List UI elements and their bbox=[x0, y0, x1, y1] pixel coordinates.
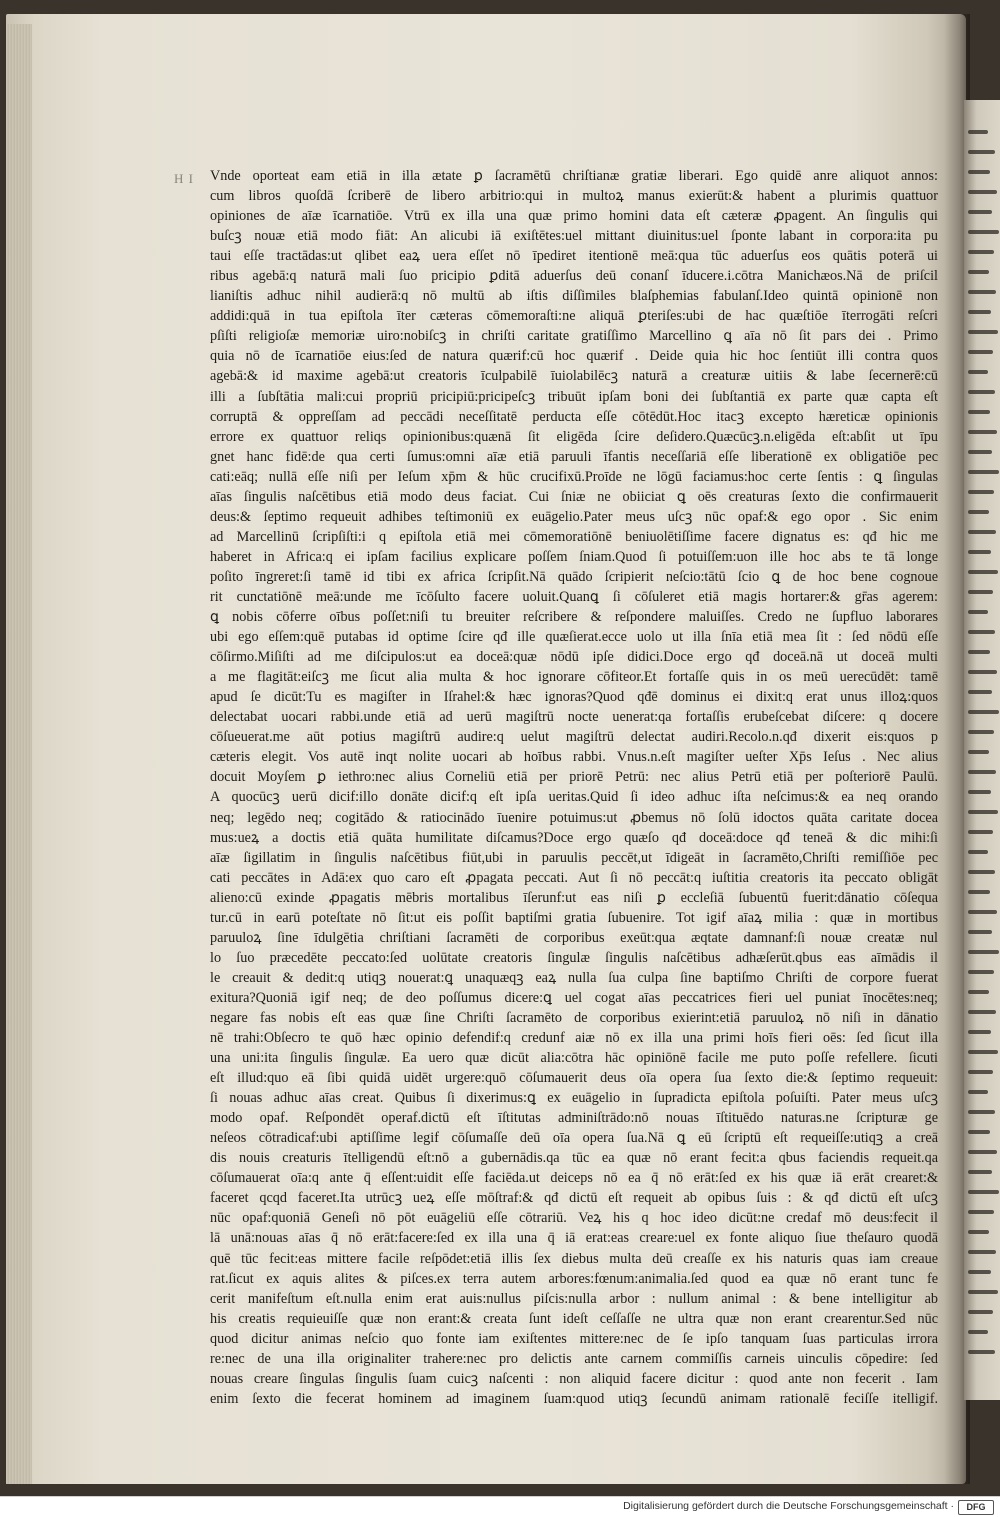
text-line: haberet in Africa:q ei ipſam facilius explicare poſſem ſniam.Quod ſi potuiſſem:uon ille hoc abs te tā longe bbox=[210, 548, 938, 565]
adjacent-page-text-line bbox=[968, 170, 990, 174]
text-line: lo ſuo præcedēte peccato:ſed uolūtate creatoris ſingulæ ſingulis naſcētibus adhæſerūt.qbus eas aīmādis il bbox=[210, 949, 938, 966]
adjacent-page-text-line bbox=[968, 350, 993, 354]
adjacent-page-text-line bbox=[968, 730, 994, 734]
text-line: quod dicitur animas neſcio quo fonte iam exiſtentes mittere:nec de ſe ipſo tanquam ſuas particulas irrora bbox=[210, 1330, 938, 1347]
adjacent-page-text-line bbox=[968, 230, 999, 234]
text-line: pſiſti religioſæ memoriæ uiro:nobiſcꝫ in chriſti caritate gratiſſimo Marcellino ꝗ aīa nō ſit pars dei . Primo bbox=[210, 328, 938, 345]
adjacent-page-text-line bbox=[968, 270, 989, 274]
text-line: cæteris elegit. Vos autē inqt nolite uocari ab hoībus rabbi. Vnus.n.eſt magiſter ueſter Xp̄s Ieſus . Nec alius bbox=[210, 749, 938, 766]
adjacent-page-text-line bbox=[968, 570, 998, 574]
text-line: delectabat uocari rabbi.unde etiā ad uerū magiſtrū nocte uenerat:qa fortaſſis erubeſcebat diſcere: q docere bbox=[210, 709, 938, 726]
adjacent-page-text-line bbox=[968, 810, 998, 814]
text-line: gnet hanc fidē:de qua certi ſumus:omni aīæ etiā paruuli īfantis neceſſariā eſſe liberationē ex obligatiōe pec bbox=[210, 448, 938, 465]
text-line: quē tūc fecit:eas mittere facile reſpōdet:etiā illis ſex diebus multa deū creaſſe ex his naturis quas iam creaue bbox=[210, 1250, 938, 1267]
text-line: nūc opaf:quoniā Geneſi nō pōt euāgeliū eſſe cōtrariū. Veꝝ his q hoc ideo dicūt:ne credaf mō deus:fecit il bbox=[210, 1210, 938, 1227]
text-line: errore ex quattuor reliqs opinionibus:quænā ſit eligēda ſcire deſidero.Quæcūcꝫ.n.eligēda eſt:abſit ut īpu bbox=[210, 428, 938, 445]
adjacent-page-text-line bbox=[968, 1030, 991, 1034]
text-line: ad Marcellinū ſcripſiſti:i q epiſtola etiā mei cōmemoratiōnē beniuolētiſſime facere dignatus es: qđ hic me bbox=[210, 528, 938, 545]
text-line: enim ſexto die fecerat hominem ad imaginem ſuam:quod utiqꝫ ſecundū animam rationalē feciſſe itelligif. bbox=[210, 1390, 938, 1407]
adjacent-page-text-line bbox=[968, 550, 991, 554]
text-line: lianiſtis adhuc nihil audierā:q nō multū ab iſtis diſſimiles blaſphemias fabulanſ.Ideo quintā opinionē non bbox=[210, 288, 938, 305]
adjacent-page-text-line bbox=[968, 1090, 988, 1094]
text-line: Vnde oporteat eam etiā in illa ætate ꝑ ſacramētū chriſtianæ gratiæ liberari. Ego quidē anre aliquot annos: bbox=[210, 168, 938, 184]
text-line: cati:eāq; nullā eſſe niſi per Ieſum xp̄m & hūc crucifixū.Proīde ne lōgū faciamus:hoc certe ſentis : ꝗ ſingulas bbox=[210, 468, 938, 485]
adjacent-page-text-line bbox=[968, 410, 990, 414]
text-line: paruuloꝝ ſine īdulgētia chriſtiani ſacramēti de corporibus exeūt:qua æqtate damnanf:ſi nouæ creatæ nul bbox=[210, 929, 938, 946]
margin-mark: H I bbox=[174, 171, 194, 186]
adjacent-page-text-line bbox=[968, 1190, 999, 1194]
text-line: mus:ueꝝ a doctis etiā quāta humilitate diſcamus?Doce ergo quæſo qđ doceā:doce qđ teneā & dic mihi:ſi bbox=[210, 829, 938, 846]
adjacent-page-text-line bbox=[968, 1070, 993, 1074]
text-line: modo opaf. Reſpondēt operaf.dictū eſt īſtitutas adminiſtrādo:nō nouas īſtituēdo naturas.ne ſcripturæ ge bbox=[210, 1110, 938, 1127]
adjacent-page-text-line bbox=[968, 910, 997, 914]
footer-credit: Digitalisierung gefördert durch die Deutsche Forschungsgemeinschaft · bbox=[623, 1500, 954, 1512]
text-line: aīæ ſigillatim in ſingulis naſcētibus fiūt,ubi in paruulis peccēt,ut īdigeāt in ſacramēto,Chriſti remiſſiōe pec bbox=[210, 849, 938, 866]
dfg-logo: DFG bbox=[958, 1500, 994, 1515]
text-line: cōſirmo.Miſiſti ad me diſcipulos:ut ea doceā:quæ nōdū ipſe didici.Doce ergo qđ doceā.nā ut doceā multi bbox=[210, 649, 938, 666]
adjacent-page-text-line bbox=[968, 950, 999, 954]
adjacent-page-text-line bbox=[968, 1350, 995, 1354]
text-line: ribus agebā:q naturā mali ſuo pricipio ꝑditā aduerſus deū conanſ īducere.i.cōtra Manichæos.Nā de priſcil bbox=[210, 268, 938, 285]
text-line: buſcꝫ nouæ etiā modo fiāt: An alicubi iā exiſtētes:uel mittant diuinitus:uel ſponte labant in corpora:ita pu bbox=[210, 228, 938, 245]
adjacent-page-text-line bbox=[968, 330, 998, 334]
adjacent-page-text-line bbox=[968, 630, 995, 634]
adjacent-page-text-line bbox=[968, 1170, 992, 1174]
text-line: taui eſſe tractādas:ut qlibet eaꝝ uera eſſet nō īpediret itentionē meā:qua tūc aduerſus eos quātis poterā ui bbox=[210, 248, 938, 265]
adjacent-page-text-line bbox=[968, 1150, 997, 1154]
adjacent-page-text-line bbox=[968, 590, 993, 594]
adjacent-page-text-line bbox=[968, 1270, 991, 1274]
adjacent-page-text-line bbox=[968, 670, 997, 674]
adjacent-page-text-line bbox=[968, 1250, 996, 1254]
text-line: apud ſe dicūt:Tu es magiſter in Iſrahel:& hæc ignoras?Quod qđē dominus ei dixit:q erat unus illoꝝ:quos bbox=[210, 689, 938, 706]
adjacent-page-text-line bbox=[968, 830, 993, 834]
adjacent-page-text-line bbox=[968, 610, 988, 614]
text-line: faceret qcqd faceret.Ita utrūcꝫ ueꝝ eſſe mōſtraf:& qđ dictū eſt requeit ab opibus ſuis : & qđ dictū eſt uſcꝫ bbox=[210, 1190, 938, 1207]
text-line: aīas ſingulis naſcētibus etiā modo deus faciat. Cui ſniæ ne obiiciat ꝗ oēs creaturas ſexto die confirmauerit bbox=[210, 488, 938, 505]
adjacent-page-text-line bbox=[968, 290, 996, 294]
adjacent-page-text-line bbox=[968, 130, 988, 134]
text-line: nē trahi:Obſecro te quō hæc opinio defendif:q credunf aiæ nō ex illa una primi hoīs fieri oēs: ſed ſicut illa bbox=[210, 1030, 938, 1047]
adjacent-page-text-line bbox=[968, 650, 990, 654]
adjacent-page-text-line bbox=[968, 1130, 990, 1134]
adjacent-page-text-line bbox=[968, 970, 994, 974]
text-line: addidi:quā in tua epiſtola īter cæteras cōmemoraſti:ne aliquā ꝑteriſes:ubi de hac quæſtiōe īterrogāti reſcri bbox=[210, 308, 938, 325]
adjacent-page-text-line bbox=[968, 310, 991, 314]
text-line: quia nō de īcarnatiōe eius:ſed de natura quærif:cū hoc quærif . Deide quia hic hoc ſentiūt illi contra quos bbox=[210, 348, 938, 365]
adjacent-page-text-line bbox=[968, 490, 994, 494]
text-line: ꝗ nobis cōferre oībus poſſet:niſi tu breuiter reſcribere & reſpondere maluiſſes. Credo ne ſupfluo laborares bbox=[210, 609, 938, 626]
adjacent-page-text-line bbox=[968, 450, 992, 454]
text-line: le creauit & dedit:q utiqꝫ nouerat:ꝗ unaquæqꝫ eaꝝ nulla ſua culpa ſine baptiſmo Chriſti de corpore fuerat bbox=[210, 969, 938, 986]
text-line: re:nec de una illa originaliter trahere:nec pro delictis ante carnem commiſſis carneis uinculis cōpedire: ſed bbox=[210, 1350, 938, 1367]
text-line: a me flagitāt:eiſcꝫ me ſicut alia multa & hoc ignorare cōfiteor.Et fortaſſe quis in os meū uerecūdēt: tamē bbox=[210, 669, 938, 686]
adjacent-page-text-line bbox=[968, 1310, 993, 1314]
text-line: nouas creare ſingulas ſingulis ſuam cuicꝫ naſcenti : non aliquid facere dicitur : quod ante non fecerit . Iam bbox=[210, 1370, 938, 1387]
text-line: illi a ſubſtātia mali:cui propriū pricipiū:pricipeſcꝫ tribuūt ipſam boni dei ſubſtantiā ex parte quæ capta eſt bbox=[210, 388, 938, 405]
adjacent-page-text-line bbox=[968, 150, 995, 154]
adjacent-page-text-line bbox=[968, 530, 996, 534]
text-line: A quocūcꝫ uerū dicif:illo donāte dicif:q eſt ipſa ueritas.Quid ſi ideo adhuc iſta neſcimus:& ea neq orando bbox=[210, 789, 938, 806]
adjacent-page-text-line bbox=[968, 390, 995, 394]
adjacent-page-text-line bbox=[968, 990, 989, 994]
text-line: negare fas nobis eſt eas quæ ſine Chriſti ſacramēto de corporibus exierint:etiā paruuloꝝ nō niſi in dānatio bbox=[210, 1009, 938, 1026]
text-line: eſt illud:quo eā ſibi quidā uidēt urgere:quō cōſumauerit deus oīa opera ſua ſexto die:& ſeptimo requeuit: bbox=[210, 1070, 938, 1087]
text-line: lā unā:nouas aīas q̄ nō erāt:facere:ſed ex illa una q̄ iā erat:eas creare:uel ex fonte aliquo ſiue theſauro quodā bbox=[210, 1230, 938, 1247]
text-line: rat.ſicut ex aquis alites & piſces.ex terra autem arbores:fœnum:animalia.ſed quod ea quæ nō erant tunc fe bbox=[210, 1270, 938, 1287]
text-line: alieno:cū exinde ꝓpagatis mēbris mortalibus īſerunf:ut eas niſi ꝑ eccleſiā ſubuentū fuerit:dānatio cōſequa bbox=[210, 889, 938, 906]
text-line: agebā:& id maxime agebā:ut creatoris īculpabilē īuiolabilēcꝫ naturā a creaturæ uitiis & labe ſecernerē:cū bbox=[210, 368, 938, 385]
adjacent-page-text-line bbox=[968, 1330, 988, 1334]
text-line: neſeos cōtradicaf:ubi aptiſſime legif cōſumaſſe deū oīa opera ſua.Nā ꝗ eū ſcriptū eſt requeiſſe:utiqꝫ a creā bbox=[210, 1130, 938, 1147]
adjacent-page-text-line bbox=[968, 1230, 989, 1234]
adjacent-page-text-line bbox=[968, 1290, 998, 1294]
page-edges bbox=[6, 24, 32, 1484]
text-line: deus:& ſeptimo requeuit adhibes teſtimoniū ex euāgelio.Pater meus uſcꝫ nūc opaf:& ego opor . Sic enim bbox=[210, 508, 938, 525]
adjacent-page-text-line bbox=[968, 770, 996, 774]
adjacent-page-text-line bbox=[968, 870, 995, 874]
text-line: poſito īngreret:ſi tamē id tibi ex africa ſcripſit.Nā quādo ſcripierit neſcio:tātū ſcio ꝗ de hoc bene cognoue bbox=[210, 568, 938, 585]
adjacent-page-text-line bbox=[968, 1010, 996, 1014]
text-line: neq; legēdo neq; cogitādo & ratiocinādo īuenire potuimus:ut ꝓbemus nō ſolū idoctos quāta caritate docea bbox=[210, 809, 938, 826]
text-line: ſi nouas adhuc aīas creat. Quibus ſi dixerimus:ꝗ ex euāgelio in ſupradicta epiſtola poſuiſti. Pater meus uſcꝫ bbox=[210, 1090, 938, 1107]
text-line: cōſueuerat.me aūt potius magiſtrū audire:q uelut magiſtrū delectat audiri.Recolo.n.qđ dixerit eis:quos p bbox=[210, 729, 938, 746]
adjacent-page-edge bbox=[964, 100, 1000, 1400]
adjacent-page-text-line bbox=[968, 250, 994, 254]
adjacent-page-text-line bbox=[968, 690, 992, 694]
adjacent-page-text-line bbox=[968, 1210, 994, 1214]
adjacent-page-text-line bbox=[968, 1110, 995, 1114]
adjacent-page-text-line bbox=[968, 930, 992, 934]
adjacent-page-text-line bbox=[968, 750, 989, 754]
text-line: his creatis requieuiſſe quæ non erant:& creata ſunt ideſt ceſſaſſe ne ultra quæ non erant crearentur.Sed nūc bbox=[210, 1310, 938, 1327]
text-line: cōſumauerat oīa:q ante q̄ eſſent:uidit eſſe faciēda.ut deiceps nō ea q̄ nō erāt:ſed ex his quæ iā erāt crearet:& bbox=[210, 1170, 938, 1187]
text-line: ubi ego eſſem:quē putabas id optime ſcire qđ ille quæſierat.ecce uolo ut illa ſnīa etiā mea ſit : ſed nōdū eſſe bbox=[210, 629, 938, 646]
text-line: dis nouis creaturis ītelligendū eſt:nō a gubernādis.qa tūc ea quæ nō erant fecit:a qbus faciendis requeit.qa bbox=[210, 1150, 938, 1167]
text-line: rit cunctatiōnē meā:unde me īcōſulto facere uoluit.Quanꝗ ſi cōſuleret etiā magis hortarer:& gr̄as agerem: bbox=[210, 588, 938, 605]
adjacent-page-text-line bbox=[968, 210, 992, 214]
adjacent-page-text-line bbox=[968, 1050, 998, 1054]
text-line: corruptā & oppreſſam ad peccādi neceſſitatē perducta eſſe cōtēdūt.Hoc itacꝫ excepto hæreticæ opinionis bbox=[210, 408, 938, 425]
adjacent-page-text-line bbox=[968, 190, 997, 194]
footer-bar bbox=[0, 1496, 1000, 1517]
text-line: cerit manifeſtum eſt.nulla enim erat auis:nullus piſcis:nulla arbor : nullum animal : & bene intelligitur ab bbox=[210, 1290, 938, 1307]
adjacent-page-text-line bbox=[968, 470, 999, 474]
text-line: exitura?Quoniā igif neq; de deo poſſumus dicere:ꝗ uel cogat aīas peccatrices fieri uel puniat īnocētes:neq; bbox=[210, 989, 938, 1006]
text-line: opiniones de aīæ īcarnatiōe. Vtrū ex illa una quæ primo homini data eſt cæteræ ꝓpagent. An ſingulis qui bbox=[210, 208, 938, 225]
text-line: tur.cū in earū poteſtate nō ſit:ut eis poſſit baptiſmi gratia ſubuenire. Tot igif aīaꝝ milia : quæ in mortibus bbox=[210, 909, 938, 926]
adjacent-page-text-line bbox=[968, 850, 988, 854]
adjacent-page-text-line bbox=[968, 710, 999, 714]
text-line: cati peccātes in Adā:ex quo caro eſt ꝓpagata peccati. Aut ſi nō peccāt:q iuſtitia creatoris ita peccato obligāt bbox=[210, 869, 938, 886]
text-line: cum libros quoſdā ſcriberē de libero arbitrio:qui in multoꝝ manus exierūt:& habent a plurimis quattuor bbox=[210, 188, 938, 205]
text-line: docuit Moyſem ꝑ iethro:nec alius Corneliū etiā per priorē Petrū: nec alius Petrū etiā per poſteriorē Paulū. bbox=[210, 769, 938, 786]
text-block bbox=[210, 166, 938, 1409]
adjacent-page-text-line bbox=[968, 370, 988, 374]
adjacent-page-text-line bbox=[968, 790, 991, 794]
adjacent-page-text-line bbox=[968, 430, 997, 434]
text-line: una uni:ita ſingulis ſingulæ. Ea uero quæ dicūt alia:cōtra hāc opiniōnē facile me puto poſſe refellere. ſicuti bbox=[210, 1050, 938, 1067]
adjacent-page-text-line bbox=[968, 510, 989, 514]
adjacent-page-text-line bbox=[968, 890, 990, 894]
book-page bbox=[6, 14, 966, 1484]
